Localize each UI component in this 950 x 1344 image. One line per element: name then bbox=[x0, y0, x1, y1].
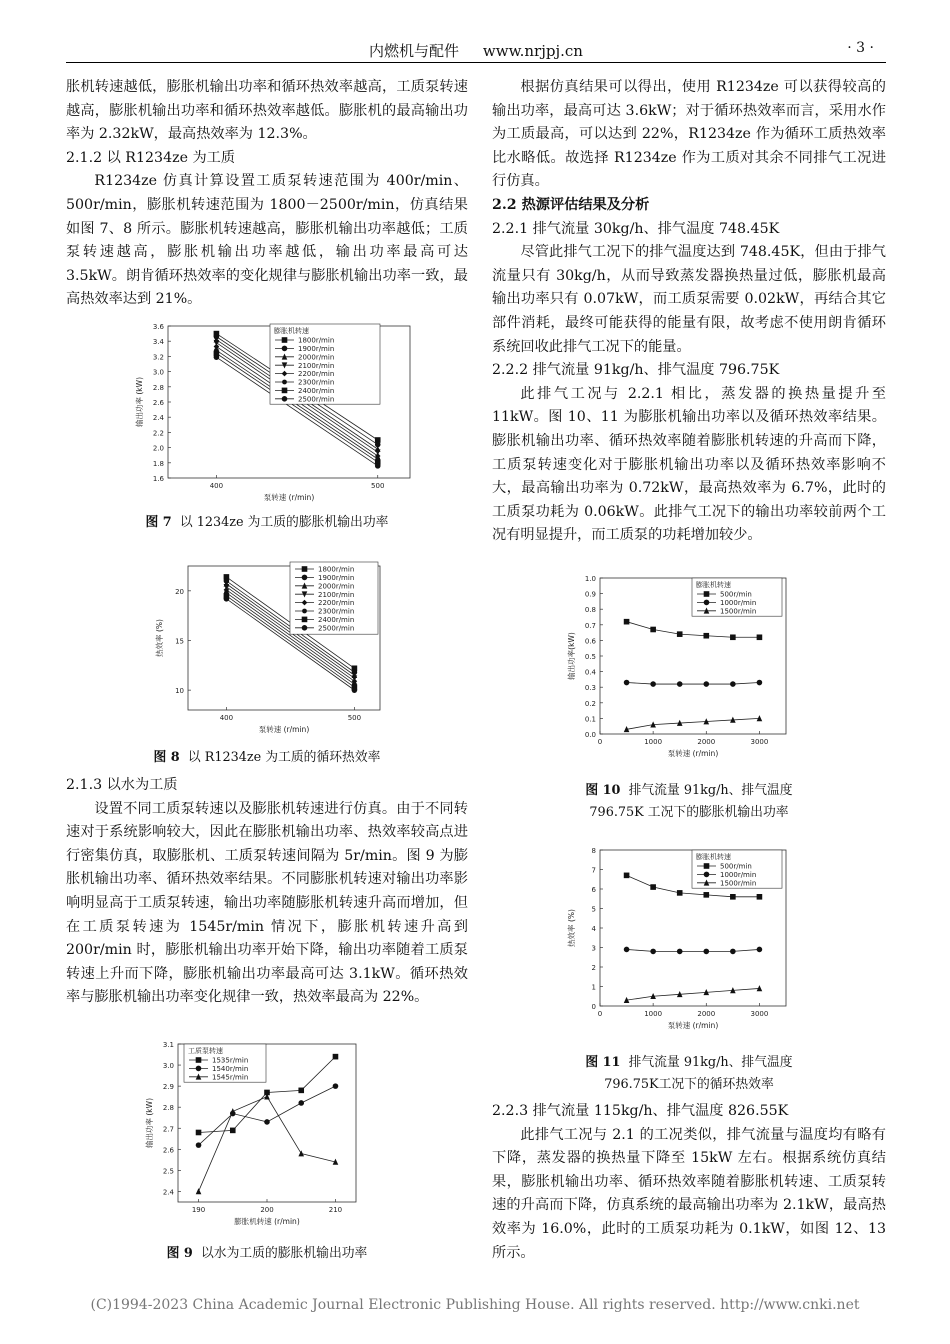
y-tick-label: 20 bbox=[175, 587, 184, 596]
data-point bbox=[264, 1119, 270, 1125]
y-tick-label: 0.1 bbox=[584, 715, 596, 724]
section-2-2-2-heading: 2.2.2 排气流量 91kg/h、排气温度 796.75K bbox=[492, 362, 780, 379]
legend-label: 2300r/min bbox=[298, 378, 335, 387]
series-line bbox=[627, 683, 760, 685]
data-point bbox=[703, 633, 709, 639]
y-axis-label: 热效率 (%) bbox=[155, 619, 164, 657]
figure-7-caption bbox=[66, 512, 468, 534]
y-tick-label: 0.2 bbox=[584, 699, 596, 708]
y-tick-label: 2.5 bbox=[162, 1167, 174, 1176]
x-tick-label: 200 bbox=[260, 1206, 274, 1214]
data-point bbox=[196, 1188, 202, 1194]
figure-11-chart bbox=[560, 840, 800, 1040]
legend-marker bbox=[282, 380, 287, 385]
legend-label: 2500r/min bbox=[318, 624, 355, 633]
copyright-footer: (C)1994-2023 China Academic Journal Electronic Publishing House. All rights reserved. http://www.cnki.net bbox=[90, 1297, 860, 1313]
section-2-1-2-heading: 2.1.2 以 R1234ze 为工质 bbox=[66, 149, 236, 166]
y-tick-label: 1.8 bbox=[152, 459, 164, 468]
y-axis-label: 热效率 (%) bbox=[567, 909, 576, 947]
data-point bbox=[333, 1083, 339, 1089]
section-2-2-1-heading: 2.2.1 排气流量 30kg/h、排气温度 748.45K bbox=[492, 220, 780, 237]
legend-marker bbox=[302, 625, 308, 631]
data-point bbox=[730, 634, 736, 640]
legend-marker bbox=[302, 609, 307, 614]
y-tick-label: 2.9 bbox=[162, 1083, 174, 1092]
legend-label: 2200r/min bbox=[298, 370, 335, 379]
figure-7-title: 以 1234ze 为工质的膨胀机输出功率 bbox=[179, 515, 389, 530]
data-point bbox=[298, 1100, 304, 1106]
figure-11-title-line-2: 796.75K工况下的循环热效率 bbox=[604, 1077, 774, 1092]
section-2-2-3-heading: 2.2.3 排气流量 115kg/h、排气温度 826.55K bbox=[492, 1103, 789, 1119]
y-tick-label: 1.0 bbox=[584, 575, 596, 583]
legend-title: 膨胀机转速 bbox=[696, 853, 731, 861]
y-tick-label: 3.4 bbox=[152, 338, 164, 347]
data-point bbox=[230, 1128, 236, 1134]
series-line bbox=[627, 949, 760, 951]
y-tick-label: 0.3 bbox=[584, 684, 596, 693]
y-axis-label: 输出功率 (kW) bbox=[145, 1098, 154, 1148]
y-tick-label: 0.4 bbox=[584, 668, 596, 677]
x-tick-label: 3000 bbox=[750, 1010, 769, 1018]
page-header bbox=[66, 38, 886, 63]
legend-marker bbox=[302, 617, 308, 623]
x-axis-label: 泵转速 (r/min) bbox=[258, 725, 310, 734]
left-paragraph-2: R1234ze 仿真计算设置工质泵转速范围为 400r/min、500r/min，膨胀机转速范围为 1800－2500r/min，仿真结果如图 7、8 所示。膨胀机转速越高，膨胀机输出功率越低；工质泵转速越高，膨胀机输出功率越低，输出功率最高可达 3.5kW。朗肯循环热效率的变化规律与膨胀机输出功率一致，最高热效率达到 21%。 bbox=[66, 173, 468, 308]
journal-name: 内燃机与配件 bbox=[369, 42, 460, 60]
y-tick-label: 7 bbox=[591, 866, 596, 875]
section-2-1-3-heading: 2.1.3 以水为工质 bbox=[66, 777, 178, 793]
left-paragraph-3: 设置不同工质泵转速以及膨胀机转速进行仿真。由于不同转速对于系统影响较大，因此在膨胀机输出功率、热效率较高点进行密集仿真，取膨胀机、工质泵转速间隔为 5r/min。图 9 为膨胀机输出功率、循环热效率结果。不同膨胀机转速对输出功率影响明显高于工质泵转速，输出功率随膨胀机转速升高而增加，但在工质泵转速为 1545r/min 情况下，膨胀机转速升高到 200r/min 时，膨胀机输出功率开始下降，输出功率随着工质泵转速上升而下降，膨胀机输出功率最高可达 3.1kW。循环热效率与膨胀机输出功率变化规律一致，热效率最高为 22%。 bbox=[66, 800, 468, 1006]
y-tick-label: 2 bbox=[591, 964, 596, 972]
data-point bbox=[703, 949, 709, 955]
data-point bbox=[650, 627, 656, 633]
y-tick-label: 4 bbox=[591, 925, 596, 933]
legend-label: 2100r/min bbox=[318, 590, 355, 599]
data-point bbox=[298, 1088, 304, 1094]
series-line bbox=[627, 622, 760, 638]
legend-label: 1500r/min bbox=[720, 879, 757, 888]
legend-label: 1800r/min bbox=[318, 565, 355, 574]
y-tick-label: 8 bbox=[591, 847, 596, 855]
figure-9-caption bbox=[66, 1243, 468, 1265]
data-point bbox=[703, 892, 709, 898]
data-point bbox=[224, 596, 230, 602]
figure-9-chart bbox=[130, 1036, 370, 1236]
left-paragraph-1: 胀机转速越低，膨胀机输出功率和循环热效率越高，工质泵转速越高，膨胀机输出功率和循环热效率越低。膨胀机的最高输出功率为 2.32kW，最高热效率为 12.3%。 bbox=[66, 79, 468, 143]
legend-label: 2100r/min bbox=[298, 361, 335, 370]
figure-7-number: 图 7 bbox=[145, 515, 172, 530]
y-tick-label: 2.6 bbox=[152, 399, 164, 407]
x-tick-label: 2000 bbox=[697, 1010, 716, 1018]
data-point bbox=[352, 687, 358, 693]
y-tick-label: 1 bbox=[591, 983, 596, 992]
y-tick-label: 0 bbox=[591, 1003, 596, 1011]
data-point bbox=[703, 681, 709, 687]
left-column-top bbox=[66, 76, 468, 312]
figure-8-title: 以 R1234ze 为工质的循环热效率 bbox=[187, 750, 381, 765]
legend-title: 膨胀机转速 bbox=[274, 327, 309, 335]
x-tick-label: 400 bbox=[219, 714, 234, 722]
x-tick-label: 500 bbox=[347, 714, 362, 722]
legend-label: 500r/min bbox=[720, 590, 752, 599]
x-tick-label: 0 bbox=[597, 738, 603, 746]
legend-marker bbox=[302, 566, 308, 572]
legend-marker bbox=[704, 600, 710, 606]
x-tick-label: 400 bbox=[209, 482, 224, 490]
data-point bbox=[757, 680, 763, 686]
data-point bbox=[298, 1150, 304, 1156]
figure-10-number: 图 10 bbox=[585, 783, 621, 798]
legend-title: 工质泵转速 bbox=[188, 1047, 223, 1055]
data-point bbox=[375, 463, 381, 469]
data-point bbox=[757, 894, 763, 900]
legend-label: 2400r/min bbox=[298, 387, 335, 395]
legend-marker bbox=[704, 863, 710, 869]
y-tick-label: 2.4 bbox=[162, 1188, 174, 1197]
x-tick-label: 1000 bbox=[644, 738, 663, 746]
right-paragraph-4: 此排气工况与 2.1 的工况类似，排气流量与温度均有略有下降，蒸发器的换热量下降至 15kW 左右。根据系统仿真结果，膨胀机输出功率、循环热效率随着膨胀机转速、工质泵转速的升高而下降，仿真系统的最高输出功率为 2.1kW，最高热效率为 16.0%，此时的工质泵功耗为 0.1kW，如图 12、13 所示。 bbox=[492, 1126, 886, 1261]
x-tick-label: 3000 bbox=[750, 738, 769, 746]
legend-label: 1540r/min bbox=[212, 1065, 249, 1073]
data-point bbox=[624, 947, 630, 953]
y-axis-label: 输出功率(kW) bbox=[567, 632, 576, 680]
x-tick-label: 2000 bbox=[697, 738, 716, 746]
x-tick-label: 1000 bbox=[644, 1010, 663, 1018]
figure-9-number: 图 9 bbox=[166, 1246, 193, 1261]
legend-label: 2300r/min bbox=[318, 607, 355, 616]
y-tick-label: 2.0 bbox=[152, 444, 164, 453]
y-tick-label: 3.2 bbox=[152, 353, 164, 362]
legend-label: 2000r/min bbox=[318, 582, 355, 591]
legend-label: 1545r/min bbox=[212, 1073, 249, 1082]
page-number: · 3 · bbox=[847, 40, 874, 56]
legend-marker bbox=[704, 872, 710, 878]
x-tick-label: 0 bbox=[597, 1010, 603, 1018]
data-point bbox=[650, 681, 656, 687]
y-tick-label: 1.6 bbox=[152, 475, 164, 483]
y-tick-label: 3 bbox=[591, 944, 596, 953]
y-tick-label: 2.6 bbox=[162, 1146, 174, 1155]
y-tick-label: 3.0 bbox=[162, 1062, 174, 1071]
legend-marker bbox=[282, 388, 288, 394]
data-point bbox=[730, 949, 736, 955]
legend-marker bbox=[282, 396, 288, 402]
legend-label: 2500r/min bbox=[298, 395, 335, 404]
legend-marker bbox=[196, 1057, 202, 1063]
data-point bbox=[624, 873, 630, 879]
series-line bbox=[627, 988, 760, 1000]
legend-label: 1900r/min bbox=[318, 574, 355, 582]
y-tick-label: 0.6 bbox=[584, 637, 596, 646]
x-tick-label: 500 bbox=[371, 482, 385, 490]
data-point bbox=[196, 1142, 202, 1148]
right-paragraph-1: 根据仿真结果可以得出，使用 R1234ze 可以获得较高的输出功率，最高可达 3.6kW；对于循环热效率而言，采用水作为工质最高，可以达到 22%，R1234ze 作为循环工质热效率比水略低。故选择 R1234ze 作为工质对其余不同排气工况进行仿真。 bbox=[492, 79, 886, 190]
y-tick-label: 0.8 bbox=[584, 606, 596, 615]
figure-11-caption bbox=[492, 1052, 886, 1096]
y-tick-label: 6 bbox=[591, 886, 596, 894]
data-point bbox=[624, 619, 630, 625]
figure-11-number: 图 11 bbox=[585, 1055, 621, 1070]
data-point bbox=[730, 681, 736, 687]
figure-7-chart bbox=[120, 318, 420, 508]
data-point bbox=[730, 894, 736, 900]
y-tick-label: 0.9 bbox=[584, 590, 596, 599]
y-tick-label: 3.1 bbox=[162, 1041, 174, 1049]
legend-label: 1800r/min bbox=[298, 336, 335, 345]
legend-label: 500r/min bbox=[720, 862, 752, 871]
y-tick-label: 10 bbox=[175, 687, 184, 696]
y-tick-label: 2.2 bbox=[152, 429, 164, 438]
data-point bbox=[196, 1130, 202, 1136]
data-point bbox=[677, 890, 683, 896]
legend-marker bbox=[282, 346, 288, 352]
y-tick-label: 2.7 bbox=[162, 1125, 174, 1134]
data-point bbox=[677, 949, 683, 955]
figure-10-chart bbox=[560, 568, 800, 768]
data-point bbox=[677, 631, 683, 637]
y-tick-label: 3.6 bbox=[152, 323, 164, 331]
legend-label: 1000r/min bbox=[720, 871, 757, 879]
y-tick-label: 15 bbox=[175, 637, 184, 646]
legend-marker bbox=[282, 337, 288, 343]
x-tick-label: 190 bbox=[191, 1206, 206, 1214]
x-axis-label: 泵转速 (r/min) bbox=[263, 493, 315, 502]
right-column-bottom bbox=[492, 1100, 886, 1265]
data-point bbox=[757, 947, 763, 953]
x-axis-label: 泵转速 (r/min) bbox=[667, 749, 719, 758]
series-line bbox=[627, 718, 760, 729]
legend-label: 2400r/min bbox=[318, 616, 355, 624]
legend-marker bbox=[704, 591, 710, 597]
x-tick-label: 210 bbox=[328, 1206, 343, 1214]
data-point bbox=[624, 680, 630, 686]
y-tick-label: 5 bbox=[591, 905, 596, 914]
x-axis-label: 泵转速 (r/min) bbox=[667, 1021, 719, 1030]
figure-8-number: 图 8 bbox=[153, 750, 180, 765]
journal-url[interactable]: www.nrjpj.cn bbox=[482, 42, 583, 60]
figure-9-title: 以水为工质的膨胀机输出功率 bbox=[200, 1246, 368, 1261]
figure-10-title-line-2: 796.75K 工况下的膨胀机输出功率 bbox=[589, 805, 789, 820]
data-point bbox=[650, 949, 656, 955]
right-paragraph-3: 此排气工况与 2.2.1 相比，蒸发器的换热量提升至 11kW。图 10、11 为膨胀机输出功率以及循环热效率结果。膨胀机输出功率、循环热效率随着膨胀机转速的升高而下降，工质泵转速变化对于膨胀机输出功率以及循环热效率影响不大，最高输出功率为 0.72kW，最高热效率为 6.7%，此时的工质泵功耗为 0.06kW。此排气工况下的输出功率较前两个工况有明显提升，而工质泵的功耗增加较少。 bbox=[492, 385, 886, 544]
right-paragraph-2: 尽管此排气工况下的排气温度达到 748.45K，但由于排气流量只有 30kg/h，从而导致蒸发器换热量过低，膨胀机最高输出功率只有 0.07kW，而工质泵需要 0.02kW，再结合其它部件消耗，最终可能获得的能量有限，故考虑不使用朗肯循环系统回收此排气工况下的能量。 bbox=[492, 244, 886, 355]
legend-marker bbox=[196, 1066, 202, 1072]
data-point bbox=[650, 884, 656, 890]
data-point bbox=[230, 1108, 236, 1114]
section-2-2-heading: 2.2 热源评估结果及分析 bbox=[492, 196, 650, 213]
y-tick-label: 0.7 bbox=[584, 621, 596, 630]
figure-8-caption bbox=[66, 747, 468, 769]
legend-label: 1000r/min bbox=[720, 599, 757, 607]
legend-label: 1500r/min bbox=[720, 607, 757, 616]
right-column-top bbox=[492, 76, 886, 548]
data-point bbox=[757, 634, 763, 640]
y-tick-label: 2.8 bbox=[162, 1104, 174, 1113]
legend-label: 1900r/min bbox=[298, 345, 335, 353]
data-point bbox=[214, 354, 220, 360]
x-axis-label: 膨胀机转速 (r/min) bbox=[234, 1217, 300, 1226]
legend-label: 2000r/min bbox=[298, 353, 335, 362]
figure-10-caption bbox=[492, 780, 886, 824]
y-axis-label: 输出功率 (kW) bbox=[135, 377, 144, 427]
y-tick-label: 3.0 bbox=[152, 368, 164, 377]
y-tick-label: 0.5 bbox=[584, 653, 596, 661]
data-point bbox=[333, 1054, 339, 1060]
y-tick-label: 0.0 bbox=[584, 731, 596, 739]
figure-11-title-line-1: 排气流量 91kg/h、排气温度 bbox=[628, 1055, 793, 1070]
legend-label: 2200r/min bbox=[318, 599, 355, 608]
figure-10-title-line-1: 排气流量 91kg/h、排气温度 bbox=[628, 783, 793, 798]
y-tick-label: 2.8 bbox=[152, 383, 164, 392]
left-column-bottom bbox=[66, 774, 468, 1010]
series-line bbox=[199, 1097, 336, 1192]
data-point bbox=[677, 681, 683, 687]
legend-title: 膨胀机转速 bbox=[696, 581, 731, 589]
legend-label: 1535r/min bbox=[212, 1056, 249, 1065]
y-tick-label: 2.4 bbox=[152, 414, 164, 423]
legend-marker bbox=[302, 575, 308, 581]
figure-8-chart bbox=[140, 560, 400, 740]
